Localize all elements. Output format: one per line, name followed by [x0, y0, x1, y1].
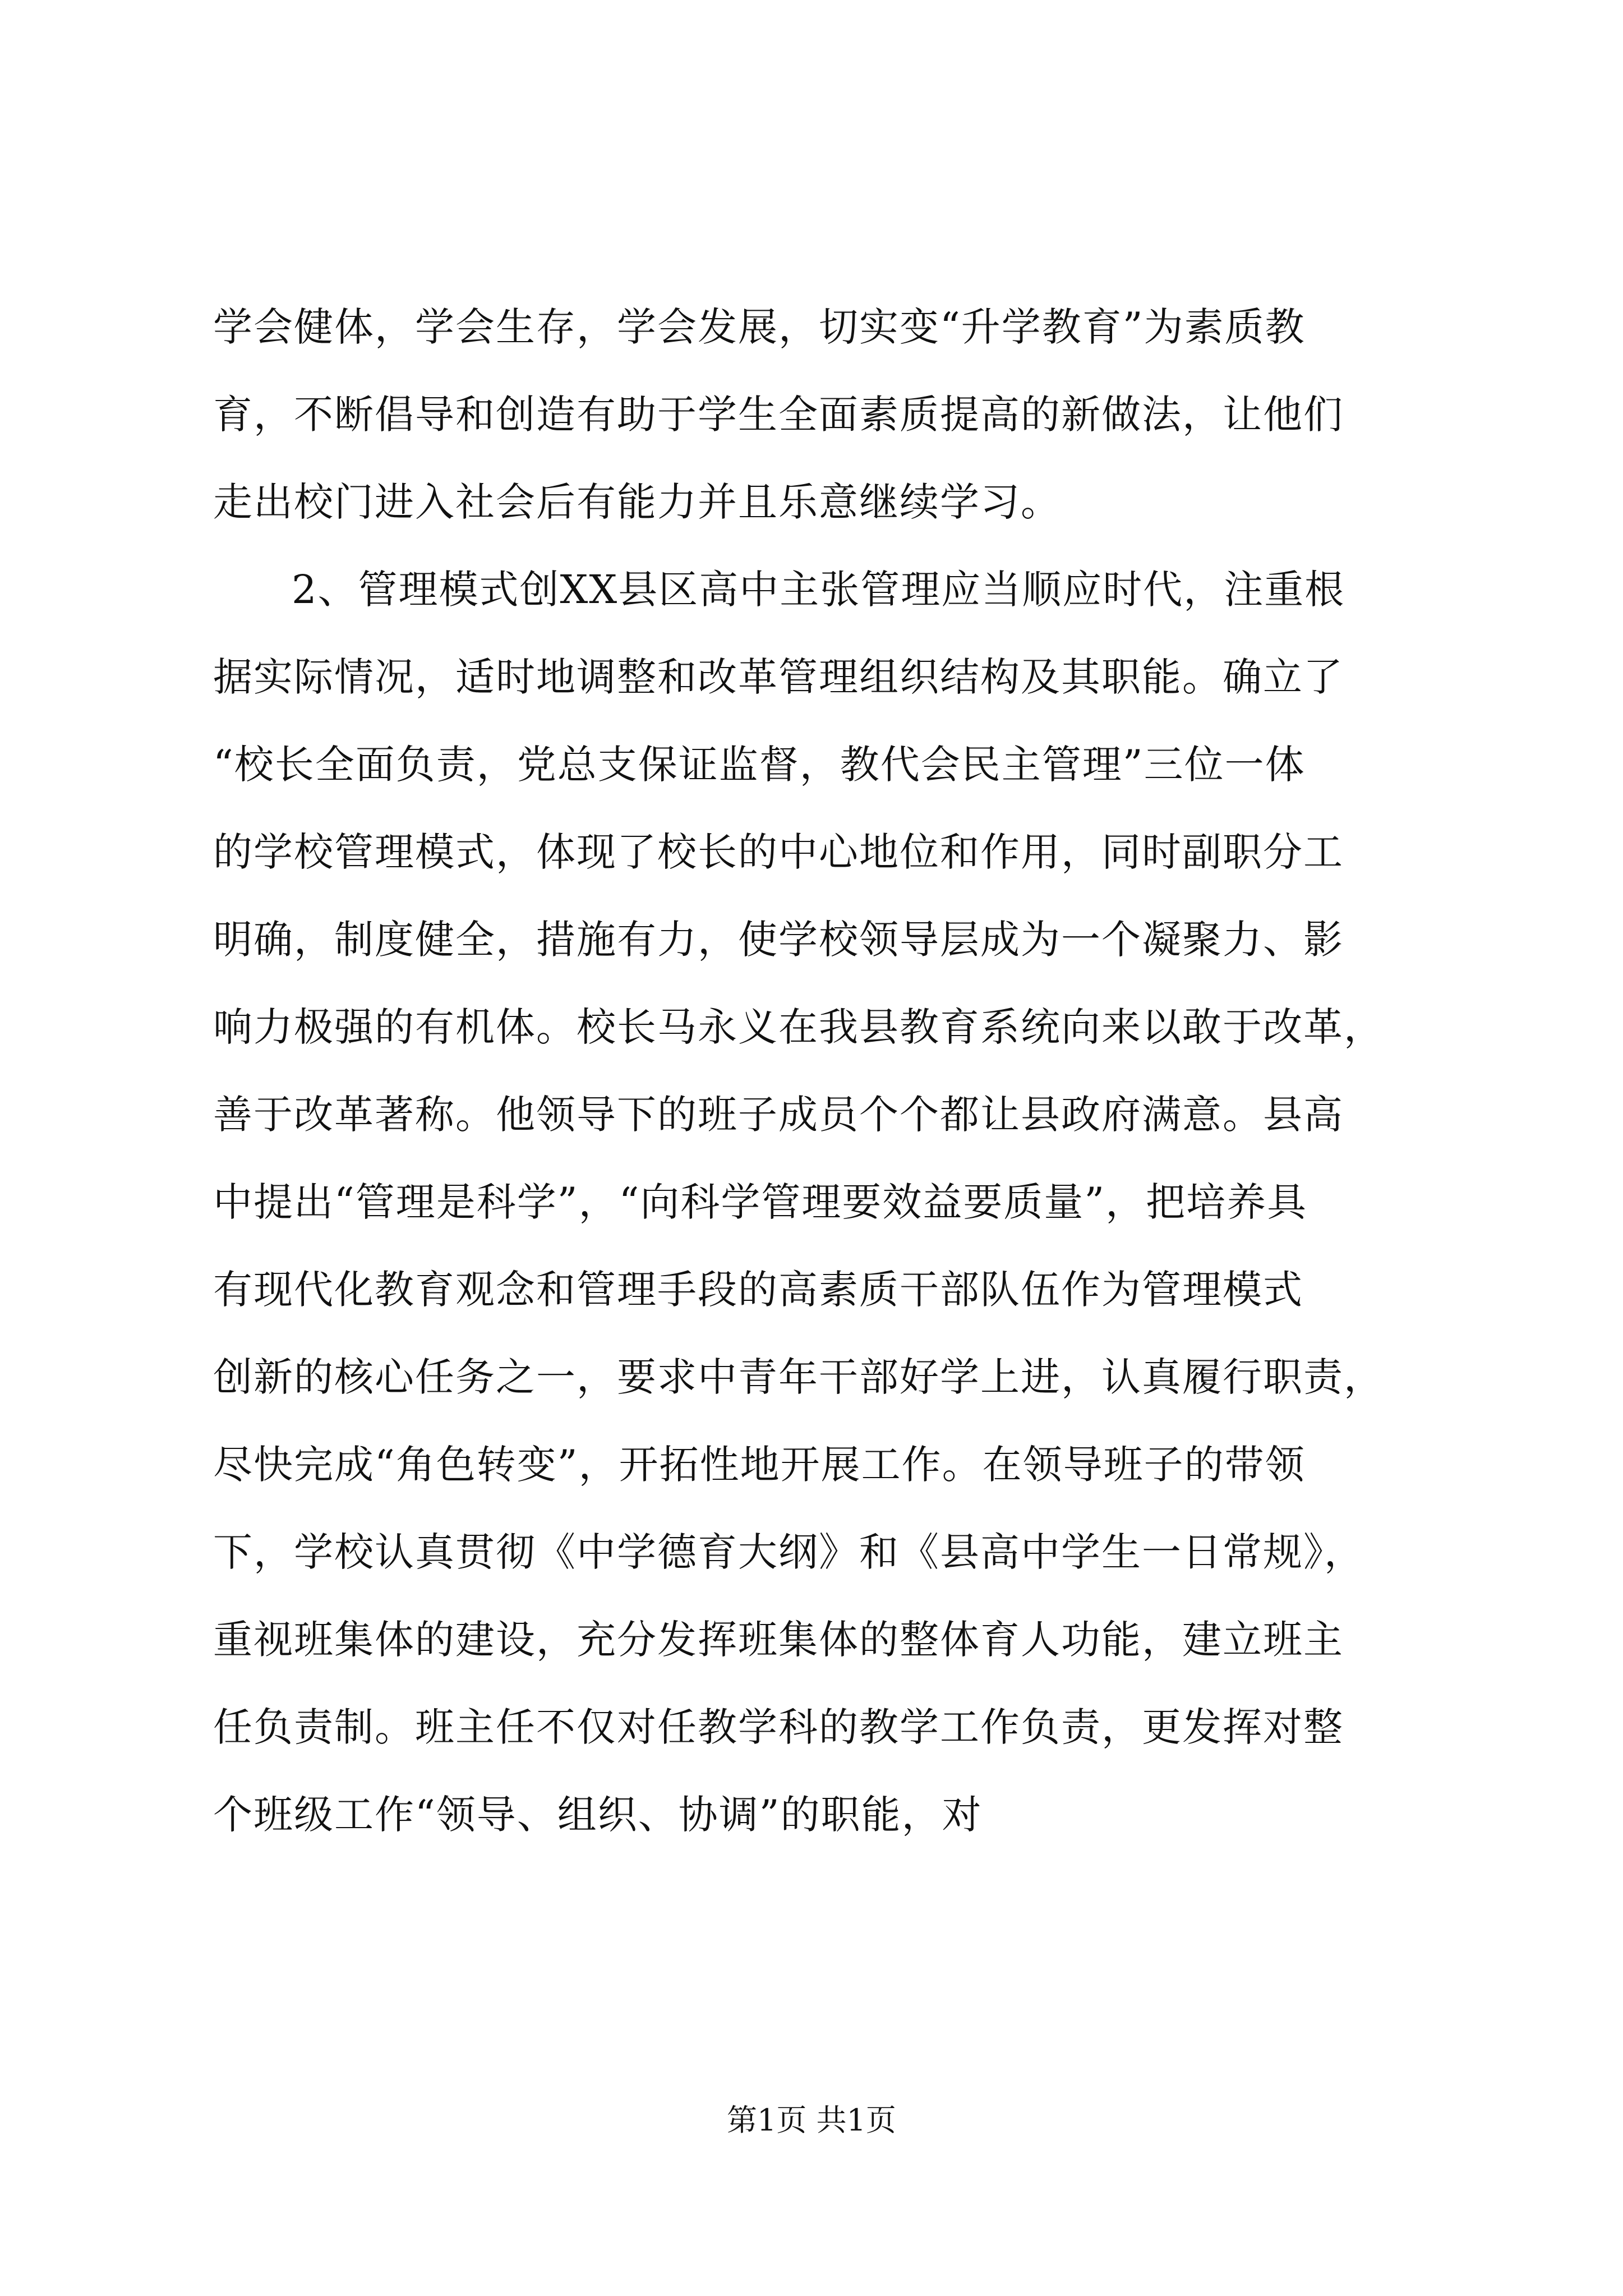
text-line: 下，学校认真贯彻《中学德育大纲》和《县高中学生一日常规》，: [213, 1529, 1364, 1575]
text-line: 据实际情况，适时地调整和改革管理组织结构及其职能。确立了: [213, 654, 1344, 700]
text-line: 尽快完成“角色转变”，开拓性地开展工作。在领导班子的带领: [213, 1442, 1306, 1488]
text-line: 明确，制度健全，措施有力，使学校领导层成为一个凝聚力、影: [213, 917, 1344, 963]
text-line: “校长全面负责，党总支保证监督，教代会民主管理”三位一体: [213, 742, 1306, 788]
text-line: 任负责制。班主任不仅对任教学科的教学工作负责，更发挥对整: [213, 1704, 1344, 1750]
text-line: 有现代化教育观念和管理手段的高素质干部队伍作为管理模式: [213, 1267, 1303, 1313]
text-line: 学会健体，学会生存，学会发展，切实变“升学教育”为素质教: [213, 304, 1306, 350]
paragraph-start-line: 2、管理模式创XX县区高中主张管理应当顺应时代，注重根: [292, 567, 1345, 613]
page-number-footer: 第1页 共1页: [727, 2102, 896, 2138]
text-line: 的学校管理模式，体现了校长的中心地位和作用，同时副职分工: [213, 829, 1344, 875]
text-line: 创新的核心任务之一，要求中青年干部好学上进，认真履行职责，: [213, 1354, 1384, 1400]
text-line: 中提出“管理是科学”，“向科学管理要效益要质量”，把培养具: [213, 1179, 1308, 1225]
text-line: 育，不断倡导和创造有助于学生全面素质提高的新做法，让他们: [213, 392, 1344, 438]
text-line: 重视班集体的建设，充分发挥班集体的整体育人功能，建立班主: [213, 1617, 1344, 1663]
text-line: 响力极强的有机体。校长马永义在我县教育系统向来以敢于改革，: [213, 1004, 1384, 1050]
text-line: 走出校门进入社会后有能力并且乐意继续学习。: [213, 479, 1061, 525]
body-text: [213, 283, 1419, 1858]
text-line: 个班级工作“领导、组织、协调”的职能，对: [213, 1792, 983, 1838]
text-line: 善于改革著称。他领导下的班子成员个个都让县政府满意。县高: [213, 1092, 1344, 1138]
